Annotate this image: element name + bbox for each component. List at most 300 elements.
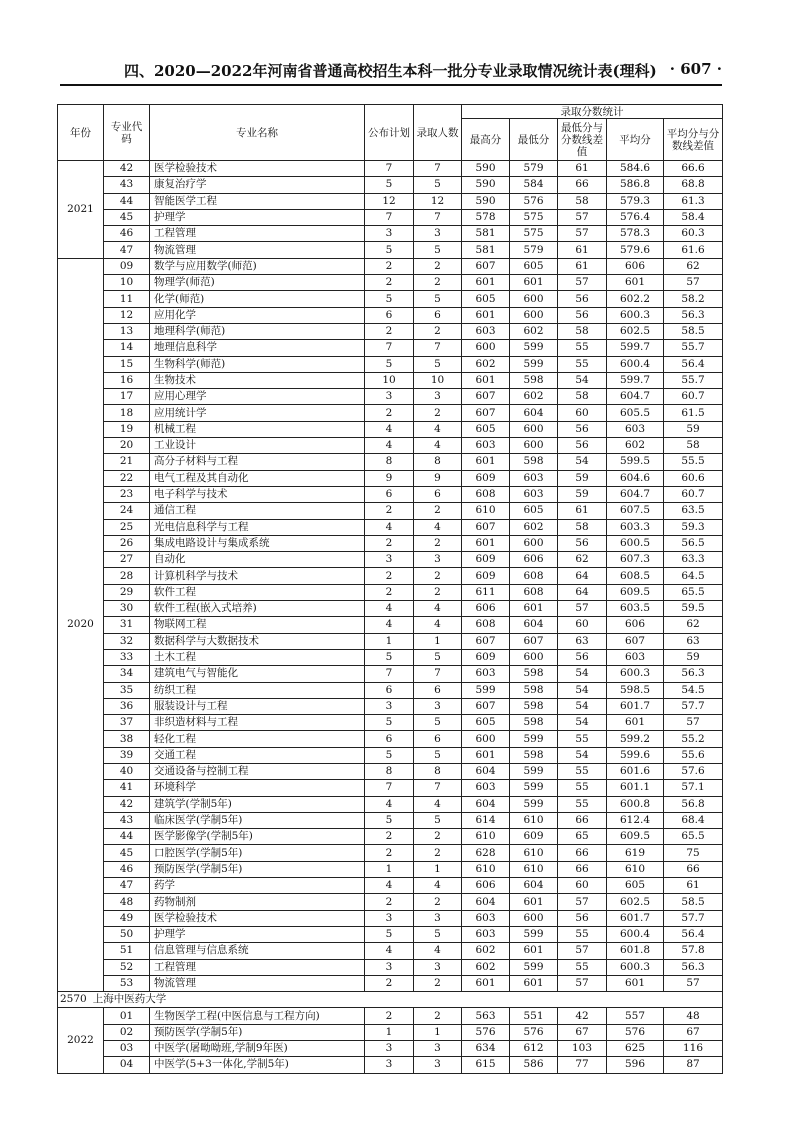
cell-code: 14	[104, 340, 150, 356]
cell-min-diff: 57	[558, 209, 607, 225]
cell-avg-diff: 65.5	[664, 584, 723, 600]
table-row	[58, 698, 723, 714]
cell-code: 33	[104, 649, 150, 665]
table-row	[58, 763, 723, 779]
cell-plan: 9	[365, 470, 414, 486]
cell-max: 607	[462, 258, 510, 274]
cell-name: 药物制剂	[150, 894, 365, 910]
table-row	[58, 356, 723, 372]
cell-min-diff: 56	[558, 535, 607, 551]
cell-avg-diff: 57	[664, 715, 723, 731]
cell-min: 600	[510, 535, 558, 551]
cell-avg: 578.3	[607, 226, 664, 242]
cell-min-diff: 61	[558, 161, 607, 177]
cell-min: 607	[510, 633, 558, 649]
cell-min-diff: 57	[558, 275, 607, 291]
table-row	[58, 731, 723, 747]
cell-plan: 7	[365, 209, 414, 225]
cell-min-diff: 56	[558, 307, 607, 323]
institution-code: 2570	[60, 993, 87, 1006]
cell-avg-diff: 62	[664, 617, 723, 633]
cell-min: 579	[510, 242, 558, 258]
cell-avg-diff: 66	[664, 861, 723, 877]
table-row	[58, 421, 723, 437]
cell-avg-diff: 61.3	[664, 193, 723, 209]
cell-plan: 5	[365, 356, 414, 372]
cell-avg-diff: 55.5	[664, 454, 723, 470]
cell-admitted: 4	[414, 617, 462, 633]
cell-code: 02	[104, 1024, 150, 1040]
cell-plan: 2	[365, 584, 414, 600]
cell-admitted: 4	[414, 519, 462, 535]
cell-name: 生物科学(师范)	[150, 356, 365, 372]
table-row	[58, 829, 723, 845]
cell-min: 599	[510, 356, 558, 372]
cell-code: 42	[104, 161, 150, 177]
cell-min: 602	[510, 519, 558, 535]
cell-max: 590	[462, 193, 510, 209]
table-row	[58, 552, 723, 568]
cell-plan: 3	[365, 1057, 414, 1073]
cell-min: 600	[510, 291, 558, 307]
cell-avg: 601.8	[607, 943, 664, 959]
cell-code: 45	[104, 209, 150, 225]
cell-code: 09	[104, 258, 150, 274]
cell-avg: 602.5	[607, 323, 664, 339]
cell-code: 44	[104, 829, 150, 845]
cell-admitted: 2	[414, 584, 462, 600]
table-row	[58, 780, 723, 796]
cell-min: 600	[510, 438, 558, 454]
cell-admitted: 5	[414, 356, 462, 372]
cell-plan: 2	[365, 568, 414, 584]
cell-max: 607	[462, 633, 510, 649]
header-max: 最高分	[462, 119, 510, 161]
cell-min-diff: 42	[558, 1008, 607, 1024]
cell-min: 599	[510, 780, 558, 796]
cell-max: 600	[462, 731, 510, 747]
cell-plan: 5	[365, 812, 414, 828]
cell-name: 环境科学	[150, 780, 365, 796]
cell-name: 物流管理	[150, 975, 365, 991]
cell-admitted: 2	[414, 975, 462, 991]
cell-min: 600	[510, 910, 558, 926]
admission-table	[57, 104, 723, 1074]
cell-plan: 2	[365, 258, 414, 274]
cell-name: 预防医学(学制5年)	[150, 1024, 365, 1040]
cell-admitted: 6	[414, 486, 462, 502]
cell-min: 599	[510, 763, 558, 779]
cell-min-diff: 60	[558, 617, 607, 633]
cell-avg: 607.3	[607, 552, 664, 568]
cell-code: 53	[104, 975, 150, 991]
cell-name: 建筑学(学制5年)	[150, 796, 365, 812]
cell-admitted: 2	[414, 845, 462, 861]
cell-admitted: 5	[414, 812, 462, 828]
cell-code: 45	[104, 845, 150, 861]
cell-admitted: 6	[414, 682, 462, 698]
cell-max: 601	[462, 454, 510, 470]
cell-min-diff: 61	[558, 242, 607, 258]
cell-code: 23	[104, 486, 150, 502]
cell-max: 605	[462, 715, 510, 731]
cell-avg: 609.5	[607, 584, 664, 600]
cell-min-diff: 56	[558, 421, 607, 437]
cell-min: 609	[510, 829, 558, 845]
cell-name: 应用化学	[150, 307, 365, 323]
cell-avg: 601	[607, 275, 664, 291]
cell-admitted: 5	[414, 177, 462, 193]
cell-avg: 600.5	[607, 535, 664, 551]
cell-plan: 3	[365, 552, 414, 568]
cell-admitted: 6	[414, 307, 462, 323]
cell-name: 计算机科学与技术	[150, 568, 365, 584]
cell-avg: 601	[607, 975, 664, 991]
cell-code: 17	[104, 389, 150, 405]
cell-admitted: 2	[414, 258, 462, 274]
cell-name: 中医学(5+3一体化,学制5年)	[150, 1057, 365, 1073]
cell-avg: 599.7	[607, 372, 664, 388]
cell-name: 医学影像学(学制5年)	[150, 829, 365, 845]
cell-min: 584	[510, 177, 558, 193]
cell-min-diff: 64	[558, 568, 607, 584]
cell-max: 610	[462, 829, 510, 845]
cell-min: 599	[510, 796, 558, 812]
cell-min: 576	[510, 193, 558, 209]
cell-min: 551	[510, 1008, 558, 1024]
cell-name: 应用统计学	[150, 405, 365, 421]
cell-max: 600	[462, 340, 510, 356]
table-row	[58, 1041, 723, 1057]
cell-code: 28	[104, 568, 150, 584]
institution-name: 上海中医药大学	[92, 993, 167, 1006]
cell-plan: 4	[365, 796, 414, 812]
cell-avg: 579.6	[607, 242, 664, 258]
cell-plan: 1	[365, 633, 414, 649]
cell-min: 576	[510, 1024, 558, 1040]
cell-name: 生物技术	[150, 372, 365, 388]
cell-avg: 579.3	[607, 193, 664, 209]
cell-code: 15	[104, 356, 150, 372]
cell-min-diff: 77	[558, 1057, 607, 1073]
cell-plan: 6	[365, 486, 414, 502]
header-min: 最低分	[510, 119, 558, 161]
cell-plan: 7	[365, 666, 414, 682]
table-row	[58, 340, 723, 356]
cell-admitted: 2	[414, 535, 462, 551]
cell-min-diff: 55	[558, 959, 607, 975]
cell-code: 26	[104, 535, 150, 551]
cell-admitted: 1	[414, 1024, 462, 1040]
cell-admitted: 5	[414, 291, 462, 307]
cell-min: 586	[510, 1057, 558, 1073]
table-row	[58, 161, 723, 177]
cell-name: 护理学	[150, 926, 365, 942]
cell-min-diff: 58	[558, 389, 607, 405]
cell-admitted: 12	[414, 193, 462, 209]
cell-max: 604	[462, 796, 510, 812]
cell-min-diff: 55	[558, 796, 607, 812]
cell-admitted: 4	[414, 943, 462, 959]
cell-admitted: 2	[414, 568, 462, 584]
cell-avg: 596	[607, 1057, 664, 1073]
cell-admitted: 5	[414, 715, 462, 731]
cell-min-diff: 60	[558, 405, 607, 421]
page-title: 四、2020—2022年河南省普通高校招生本科一批分专业录取情况统计表(理科)	[124, 62, 657, 80]
cell-admitted: 7	[414, 209, 462, 225]
cell-min: 600	[510, 649, 558, 665]
cell-name: 物理学(师范)	[150, 275, 365, 291]
cell-name: 非织造材料与工程	[150, 715, 365, 731]
cell-max: 601	[462, 747, 510, 763]
cell-max: 603	[462, 323, 510, 339]
table-row	[58, 438, 723, 454]
cell-min: 601	[510, 943, 558, 959]
cell-min: 575	[510, 209, 558, 225]
cell-avg: 604.6	[607, 470, 664, 486]
cell-min-diff: 55	[558, 763, 607, 779]
header-code: 专业代码	[104, 105, 150, 161]
cell-avg-diff: 59	[664, 649, 723, 665]
cell-code: 27	[104, 552, 150, 568]
cell-avg-diff: 58.2	[664, 291, 723, 307]
cell-avg-diff: 56.4	[664, 356, 723, 372]
institution-cell	[58, 992, 723, 1008]
cell-min-diff: 63	[558, 633, 607, 649]
cell-plan: 7	[365, 161, 414, 177]
cell-max: 603	[462, 780, 510, 796]
table-row	[58, 454, 723, 470]
cell-min-diff: 59	[558, 486, 607, 502]
cell-avg-diff: 63.5	[664, 503, 723, 519]
cell-avg: 619	[607, 845, 664, 861]
page-header	[60, 58, 722, 86]
cell-min: 600	[510, 421, 558, 437]
cell-admitted: 7	[414, 161, 462, 177]
cell-min-diff: 58	[558, 519, 607, 535]
table-row	[58, 470, 723, 486]
cell-min: 598	[510, 372, 558, 388]
cell-max: 609	[462, 552, 510, 568]
cell-plan: 7	[365, 780, 414, 796]
cell-max: 604	[462, 894, 510, 910]
cell-max: 601	[462, 275, 510, 291]
cell-plan: 5	[365, 926, 414, 942]
cell-min-diff: 55	[558, 356, 607, 372]
cell-avg-diff: 65.5	[664, 829, 723, 845]
table-row	[58, 812, 723, 828]
cell-min-diff: 57	[558, 894, 607, 910]
cell-min: 604	[510, 878, 558, 894]
cell-name: 数学与应用数学(师范)	[150, 258, 365, 274]
table-body	[58, 161, 723, 1074]
cell-max: 610	[462, 503, 510, 519]
cell-max: 608	[462, 617, 510, 633]
cell-max: 603	[462, 926, 510, 942]
cell-admitted: 5	[414, 747, 462, 763]
cell-avg-diff: 64.5	[664, 568, 723, 584]
cell-avg: 600.3	[607, 959, 664, 975]
cell-name: 康复治疗学	[150, 177, 365, 193]
cell-avg-diff: 57.8	[664, 943, 723, 959]
cell-min-diff: 58	[558, 323, 607, 339]
cell-plan: 6	[365, 682, 414, 698]
cell-min: 599	[510, 731, 558, 747]
cell-plan: 5	[365, 291, 414, 307]
cell-max: 603	[462, 910, 510, 926]
table-row	[58, 666, 723, 682]
cell-avg: 600.4	[607, 356, 664, 372]
cell-code: 43	[104, 177, 150, 193]
cell-max: 607	[462, 519, 510, 535]
table-row	[58, 910, 723, 926]
cell-admitted: 3	[414, 1057, 462, 1073]
cell-min-diff: 64	[558, 584, 607, 600]
cell-name: 集成电路设计与集成系统	[150, 535, 365, 551]
cell-avg-diff: 61	[664, 878, 723, 894]
cell-plan: 4	[365, 421, 414, 437]
cell-code: 18	[104, 405, 150, 421]
cell-max: 628	[462, 845, 510, 861]
cell-max: 601	[462, 372, 510, 388]
year-cell: 2020	[58, 258, 104, 991]
year-cell: 2021	[58, 161, 104, 259]
table-row	[58, 226, 723, 242]
cell-max: 590	[462, 177, 510, 193]
cell-admitted: 7	[414, 780, 462, 796]
cell-admitted: 9	[414, 470, 462, 486]
cell-plan: 3	[365, 910, 414, 926]
cell-code: 01	[104, 1008, 150, 1024]
cell-max: 610	[462, 861, 510, 877]
cell-min-diff: 57	[558, 226, 607, 242]
cell-min: 598	[510, 454, 558, 470]
cell-admitted: 2	[414, 405, 462, 421]
cell-plan: 2	[365, 845, 414, 861]
cell-max: 614	[462, 812, 510, 828]
cell-avg-diff: 58.4	[664, 209, 723, 225]
cell-plan: 2	[365, 1008, 414, 1024]
cell-name: 工程管理	[150, 959, 365, 975]
cell-code: 48	[104, 894, 150, 910]
cell-min: 602	[510, 389, 558, 405]
cell-avg-diff: 59.3	[664, 519, 723, 535]
cell-min: 599	[510, 340, 558, 356]
cell-name: 护理学	[150, 209, 365, 225]
cell-min-diff: 61	[558, 258, 607, 274]
cell-admitted: 3	[414, 389, 462, 405]
cell-max: 601	[462, 975, 510, 991]
cell-avg-diff: 87	[664, 1057, 723, 1073]
cell-avg-diff: 58.5	[664, 323, 723, 339]
cell-max: 563	[462, 1008, 510, 1024]
cell-admitted: 8	[414, 763, 462, 779]
cell-max: 602	[462, 943, 510, 959]
table-row	[58, 1008, 723, 1024]
cell-min-diff: 54	[558, 666, 607, 682]
cell-max: 604	[462, 763, 510, 779]
cell-min-diff: 54	[558, 454, 607, 470]
cell-min: 602	[510, 323, 558, 339]
cell-max: 601	[462, 535, 510, 551]
cell-avg-diff: 63	[664, 633, 723, 649]
cell-max: 602	[462, 356, 510, 372]
cell-avg: 600.3	[607, 307, 664, 323]
cell-plan: 1	[365, 861, 414, 877]
cell-avg: 601.1	[607, 780, 664, 796]
cell-avg-diff: 116	[664, 1041, 723, 1057]
cell-max: 609	[462, 470, 510, 486]
table-row	[58, 796, 723, 812]
cell-name: 交通工程	[150, 747, 365, 763]
cell-name: 光电信息科学与工程	[150, 519, 365, 535]
table-row	[58, 845, 723, 861]
cell-name: 物流管理	[150, 242, 365, 258]
table-row	[58, 291, 723, 307]
cell-avg: 603.3	[607, 519, 664, 535]
cell-code: 47	[104, 878, 150, 894]
cell-avg-diff: 55.2	[664, 731, 723, 747]
header-plan: 公布计划	[365, 105, 414, 161]
table-row	[58, 535, 723, 551]
cell-admitted: 2	[414, 503, 462, 519]
cell-min-diff: 55	[558, 780, 607, 796]
header-year: 年份	[58, 105, 104, 161]
cell-admitted: 1	[414, 861, 462, 877]
cell-name: 建筑电气与智能化	[150, 666, 365, 682]
cell-code: 43	[104, 812, 150, 828]
cell-max: 608	[462, 486, 510, 502]
cell-name: 医学检验技术	[150, 161, 365, 177]
cell-plan: 5	[365, 242, 414, 258]
cell-min: 610	[510, 812, 558, 828]
table-row	[58, 519, 723, 535]
table-row	[58, 878, 723, 894]
table-row	[58, 894, 723, 910]
cell-avg-diff: 55.6	[664, 747, 723, 763]
cell-code: 39	[104, 747, 150, 763]
cell-min-diff: 57	[558, 601, 607, 617]
cell-avg: 598.5	[607, 682, 664, 698]
cell-avg-diff: 59.5	[664, 601, 723, 617]
cell-min-diff: 57	[558, 975, 607, 991]
cell-name: 电子科学与技术	[150, 486, 365, 502]
cell-min-diff: 56	[558, 649, 607, 665]
cell-min-diff: 55	[558, 731, 607, 747]
table-row	[58, 503, 723, 519]
cell-code: 25	[104, 519, 150, 535]
cell-min-diff: 56	[558, 291, 607, 307]
cell-plan: 2	[365, 503, 414, 519]
cell-min: 599	[510, 959, 558, 975]
cell-admitted: 2	[414, 323, 462, 339]
cell-admitted: 3	[414, 226, 462, 242]
cell-min: 598	[510, 682, 558, 698]
table-row	[58, 617, 723, 633]
cell-admitted: 3	[414, 552, 462, 568]
cell-code: 50	[104, 926, 150, 942]
cell-name: 服装设计与工程	[150, 698, 365, 714]
cell-plan: 3	[365, 226, 414, 242]
table-row	[58, 389, 723, 405]
cell-min-diff: 56	[558, 438, 607, 454]
cell-avg-diff: 63.3	[664, 552, 723, 568]
cell-name: 工程管理	[150, 226, 365, 242]
cell-plan: 6	[365, 731, 414, 747]
cell-avg: 625	[607, 1041, 664, 1057]
cell-max: 603	[462, 438, 510, 454]
cell-name: 地理科学(师范)	[150, 323, 365, 339]
